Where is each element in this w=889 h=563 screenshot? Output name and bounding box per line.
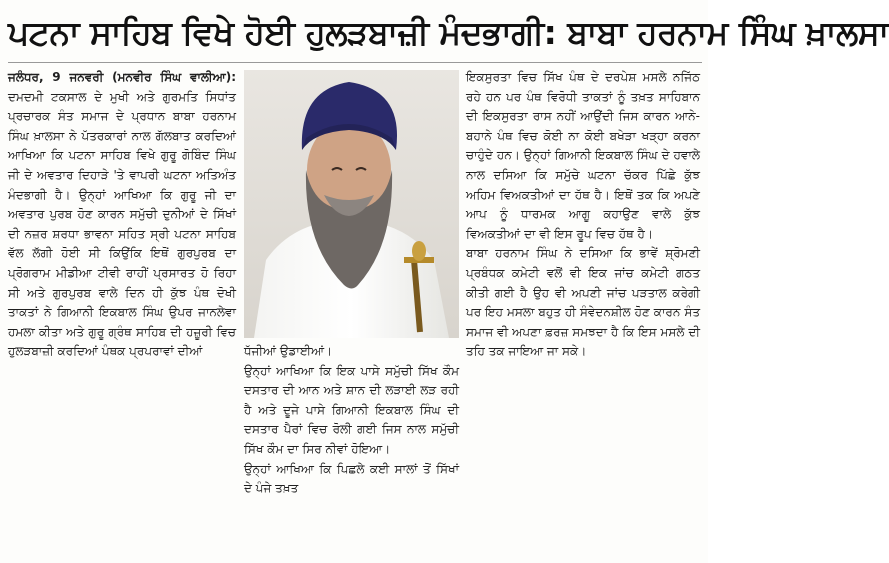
article-column-2 bbox=[244, 342, 459, 558]
column-1-paragraph bbox=[8, 68, 236, 362]
portrait-photo bbox=[244, 70, 459, 338]
column-2-paragraph-2: ਉਨ੍ਹਾਂ ਆਖਿਆ ਕਿ ਇਕ ਪਾਸੇ ਸਮੁੱਚੀ ਸਿੱਖ ਕੌਮ ਦਸਤਾਰ ਦੀ ਆਨ ਅਤੇ ਸ਼ਾਨ ਦੀ ਲੜਾਈ ਲੜ ਰਹੀ ਹੈ ਅਤੇ ਦੂਜੇ ਪਾਸੇ ਗਿਆਨੀ ਇਕਬਾਲ ਸਿੰਘ ਦੀ ਦਸਤਾਰ ਪੈਰਾਂ ਵਿਚ ਰੋਲੀ ਗਈ ਜਿਸ ਨਾਲ ਸਮੁੱਚੀ ਸਿੱਖ ਕੌਮ ਦਾ ਸਿਰ ਨੀਵਾਂ ਹੋਇਆ। bbox=[244, 363, 459, 456]
article-column-3 bbox=[466, 68, 700, 558]
dateline: ਜਲੰਧਰ, 9 ਜਨਵਰੀ (ਮਨਵੀਰ ਸਿੰਘ ਵਾਲੀਆ): bbox=[8, 70, 236, 84]
article-column-1 bbox=[8, 68, 236, 558]
headline-rule bbox=[8, 62, 702, 63]
column-2-paragraph-3: ਉਨ੍ਹਾਂ ਆਖਿਆ ਕਿ ਪਿਛਲੇ ਕਈ ਸਾਲਾਂ ਤੋਂ ਸਿੱਖਾਂ ਦੇ ਪੰਜੇ ਤਖ਼ਤ bbox=[244, 461, 459, 496]
column-2-paragraph-1: ਧੱਜੀਆਂ ਉਡਾਈਆਂ। bbox=[244, 344, 333, 358]
column-3-paragraph-2: ਬਾਬਾ ਹਰਨਾਮ ਸਿੰਘ ਨੇ ਦਸਿਆ ਕਿ ਭਾਵੇਂ ਸ਼੍ਰੋਮਣੀ ਪ੍ਰਬੰਧਕ ਕਮੇਟੀ ਵਲੋਂ ਵੀ ਇਕ ਜਾਂਚ ਕਮੇਟੀ ਗਠਤ ਕੀਤੀ ਗਈ ਹੈ ਉਹ ਵੀ ਅਪਣੀ ਜਾਂਚ ਪੜਤਾਲ ਕਰੇਗੀ ਪਰ ਇਹ ਮਸਲਾ ਬਹੁਤ ਹੀ ਸੰਵੇਦਨਸ਼ੀਲ ਹੋਣ ਕਾਰਨ ਸੰਤ ਸਮਾਜ ਵੀ ਅਪਣਾ ਫ਼ਰਜ਼ ਸਮਝਦਾ ਹੈ ਕਿ ਇਸ ਮਸਲੇ ਦੀ ਤਹਿ ਤਕ ਜਾਇਆ ਜਾ ਸਕੇ। bbox=[466, 246, 700, 359]
headline: ਪਟਨਾ ਸਾਹਿਬ ਵਿਖੇ ਹੋਈ ਹੁਲੜਬਾਜ਼ੀ ਮੰਦਭਾਗੀ: ਬਾਬਾ ਹਰਨਾਮ ਸਿੰਘ ਖ਼ਾਲਸਾ bbox=[8, 13, 889, 52]
column-1-text: ਦਮਦਮੀ ਟਕਸਾਲ ਦੇ ਮੁਖੀ ਅਤੇ ਗੁਰਮਤਿ ਸਿਧਾਂਤ ਪ੍ਰਚਾਰਕ ਸੰਤ ਸਮਾਜ ਦੇ ਪ੍ਰਧਾਨ ਬਾਬਾ ਹਰਨਾਮ ਸਿੰਘ ਖ਼ਾਲਸਾ ਨੇ ਪੱਤਰਕਾਰਾਂ ਨਾਲ ਗੱਲਬਾਤ ਕਰਦਿਆਂ ਆਖਿਆ ਕਿ ਪਟਨਾ ਸਾਹਿਬ ਵਿਖੇ ਗੁਰੂ ਗੋਬਿੰਦ ਸਿੰਘ ਜੀ ਦੇ ਅਵਤਾਰ ਦਿਹਾੜੇ 'ਤੇ ਵਾਪਰੀ ਘਟਨਾ ਅਤਿਅੰਤ ਮੰਦਭਾਗੀ ਹੈ। ਉਨ੍ਹਾਂ ਆਖਿਆ ਕਿ ਗੁਰੂ ਜੀ ਦਾ ਅਵਤਾਰ ਪੁਰਬ ਹੋਣ ਕਾਰਨ ਸਮੁੱਚੀ ਦੁਨੀਆਂ ਦੇ ਸਿੱਖਾਂ ਦੀ ਨਜ਼ਰ ਸ਼ਰਧਾ ਭਾਵਨਾ ਸਹਿਤ ਸ੍ਰੀ ਪਟਨਾ ਸਾਹਿਬ ਵੱਲ ਲੱਗੀ ਹੋਈ ਸੀ ਕਿਉਂਕਿ ਇਥੋਂ ਗੁਰਪੁਰਬ ਦਾ ਪ੍ਰੋਗਰਾਮ ਮੀਡੀਆ ਟੀਵੀ ਰਾਹੀਂ ਪ੍ਰਸਾਰਤ ਹੋ ਰਿਹਾ ਸੀ ਅਤੇ ਗੁਰਪੁਰਬ ਵਾਲੇ ਦਿਨ ਹੀ ਕੁੱਝ ਪੰਥ ਦੋਖੀ ਤਾਕਤਾਂ ਨੇ ਗਿਆਨੀ ਇਕਬਾਲ ਸਿੰਘ ਉਪਰ ਜਾਨਲੇਵਾ ਹਮਲਾ ਕੀਤਾ ਅਤੇ ਗੁਰੂ ਗ੍ਰੰਥ ਸਾਹਿਬ ਦੀ ਹਜ਼ੂਰੀ ਵਿਚ ਹੁਲੜਬਾਜ਼ੀ ਕਰਦਿਆਂ ਪੰਥਕ ਪ੍ਰਪਰਾਵਾਂ ਦੀਆਂ bbox=[8, 89, 236, 359]
portrait-illustration bbox=[244, 70, 459, 338]
column-3-paragraph-1: ਇਕਸੁਰਤਾ ਵਿਚ ਸਿੱਖ ਪੰਥ ਦੇ ਦਰਪੇਸ਼ ਮਸਲੇ ਨਜਿੱਠ ਰਹੇ ਹਨ ਪਰ ਪੰਥ ਵਿਰੋਧੀ ਤਾਕਤਾਂ ਨੂੰ ਤਖ਼ਤ ਸਾਹਿਬਾਨ ਦੀ ਇਕਸੁਰਤਾ ਰਾਸ ਨਹੀਂ ਆਉਂਦੀ ਜਿਸ ਕਾਰਨ ਆਨੇ-ਬਹਾਨੇ ਪੰਥ ਵਿਚ ਕੋਈ ਨਾ ਕੋਈ ਬਖੇੜਾ ਖੜ੍ਹਾ ਕਰਨਾ ਚਾਹੁੰਦੇ ਹਨ। ਉਨ੍ਹਾਂ ਗਿਆਨੀ ਇਕਬਾਲ ਸਿੰਘ ਦੇ ਹਵਾਲੇ ਨਾਲ ਦਸਿਆ ਕਿ ਸਮੁੱਚੇ ਘਟਨਾ ਚੱਕਰ ਪਿੱਛੇ ਕੁੱਝ ਅਹਿਮ ਵਿਅਕਤੀਆਂ ਦਾ ਹੱਥ ਹੈ। ਇਥੋਂ ਤਕ ਕਿ ਅਪਣੇ ਆਪ ਨੂੰ ਧਾਰਮਕ ਆਗੂ ਕਹਾਉਣ ਵਾਲੇ ਕੁੱਝ ਵਿਅਕਤੀਆਂ ਦਾ ਵੀ ਇਸ ਰੂਪ ਵਿਚ ਹੱਥ ਹੈ। bbox=[466, 70, 700, 241]
